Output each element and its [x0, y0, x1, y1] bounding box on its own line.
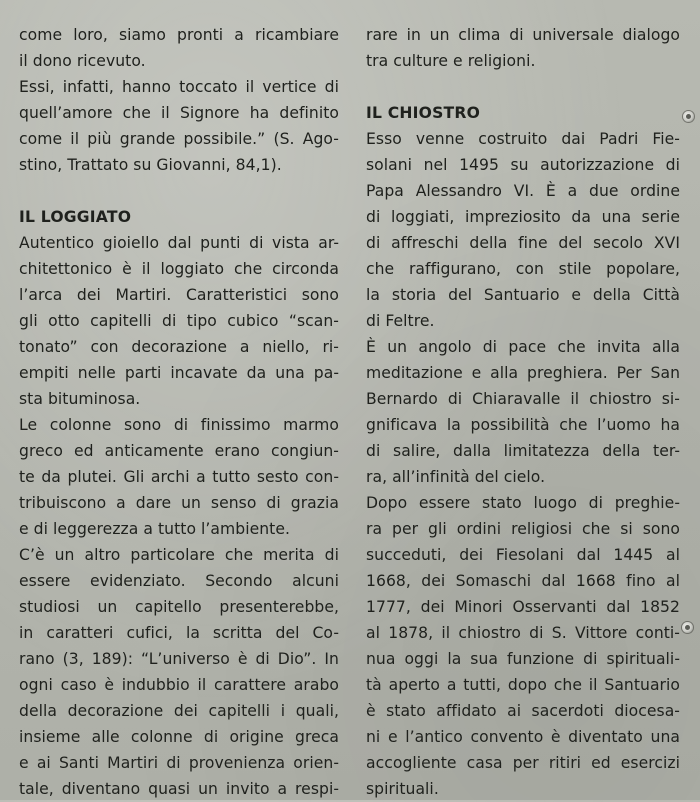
text-line: te da plutei. Gli archi a tutto sesto con- [19, 468, 339, 486]
text-line: come loro, siamo pronti a ricambiare [19, 26, 339, 44]
text-line: 1777, dei Minori Osservanti dal 1852 [366, 598, 680, 616]
text-line: e di leggerezza a tutto l’ambiente. [19, 520, 290, 538]
text-line: Le colonne sono di finissimo marmo [19, 416, 339, 434]
text-line: empiti nelle parti incavate da una pa- [19, 364, 339, 382]
text-line: tribuiscono a dare un senso di grazia [19, 494, 339, 512]
section-heading: IL CHIOSTRO [366, 104, 481, 122]
text-line: Papa Alessandro VI. È a due ordine [366, 182, 680, 200]
text-line: tale, diventano quasi un invito a respi- [19, 780, 339, 798]
text-line: accogliente casa per ritiri ed esercizi [366, 754, 680, 772]
text-line: solani nel 1495 su autorizzazione di [366, 156, 680, 174]
text-line: tonato” con decorazione a niello, ri- [19, 338, 339, 356]
text-line: la storia del Santuario e della Città [366, 286, 680, 304]
text-line: di salire, dalla limitatezza della ter- [366, 442, 680, 460]
text-line: meditazione e alla preghiera. Per San [366, 364, 680, 382]
text-line: che raffigurano, con stile popolare, [366, 260, 680, 278]
text-line: di affreschi della fine del secolo XVI [366, 234, 680, 252]
text-line: tra culture e religioni. [366, 52, 536, 70]
text-line: e ai Santi Martiri di provenienza orien- [19, 754, 339, 772]
mounting-screw-icon [682, 622, 693, 633]
text-line: di loggiati, impreziosito da una serie [366, 208, 680, 226]
text-line: È un angolo di pace che invita alla [366, 338, 680, 356]
text-line: della decorazione dei capitelli i quali, [19, 702, 339, 720]
text-line: di Feltre. [366, 312, 435, 330]
text-line: ni e l’antico convento è diventato una [366, 728, 680, 746]
text-line: gnificava la possibilità che l’uomo ha [366, 416, 680, 434]
text-line: gli otto capitelli di tipo cubico “scan- [19, 312, 339, 330]
text-line: studiosi un capitello presenterebbe, [19, 598, 339, 616]
text-line: Dopo essere stato luogo di preghie- [366, 494, 680, 512]
left-column [19, 22, 339, 802]
text-line: insieme alle colonne di origine greca [19, 728, 339, 746]
text-line: chitettonico è il loggiato che circonda [19, 260, 339, 278]
text-line: ogni caso è indubbio il carattere arabo [19, 676, 339, 694]
text-line: Esso venne costruito dai Padri Fie- [366, 130, 680, 148]
text-line: ra per gli ordini religiosi che si sono [366, 520, 680, 538]
text-line: è stato affidato ai sacerdoti diocesa- [366, 702, 680, 720]
right-column [366, 22, 680, 802]
text-line: 1668, dei Somaschi dal 1668 fino al [366, 572, 680, 590]
text-line: Essi, infatti, hanno toccato il vertice di [19, 78, 339, 96]
text-line: Bernardo di Chiaravalle il chiostro si- [366, 390, 680, 408]
mounting-screw-icon [683, 111, 694, 122]
text-line: sta bituminosa. [19, 390, 141, 408]
text-line: il dono ricevuto. [19, 52, 146, 70]
text-line: l’arca dei Martiri. Caratteristici sono [19, 286, 339, 304]
text-line: nua oggi la sua funzione di spirituali- [366, 650, 680, 668]
text-line: rano (3, 189): “L’universo è di Dio”. In [19, 650, 339, 668]
text-line: come il più grande possibile.” (S. Ago- [19, 130, 339, 148]
text-line: essere evidenziato. Secondo alcuni [19, 572, 339, 590]
text-line: stino, Trattato su Giovanni, 84,1). [19, 156, 282, 174]
text-line: spirituali. [366, 780, 439, 798]
section-heading: IL LOGGIATO [19, 208, 132, 226]
text-line: succeduti, dei Fiesolani dal 1445 al [366, 546, 680, 564]
text-line: C’è un altro particolare che merita di [19, 546, 339, 564]
text-line: ra, all’infinità del cielo. [366, 468, 546, 486]
text-line: in caratteri cufici, la scritta del Co- [19, 624, 339, 642]
text-line: tà aperto a tutti, dopo che il Santuario [366, 676, 680, 694]
text-line: quell’amore che il Signore ha definito [19, 104, 339, 122]
paragraph-spacer [366, 74, 680, 100]
text-line: Autentico gioiello dal punti di vista ar- [19, 234, 339, 252]
text-line: greco ed anticamente erano congiun- [19, 442, 339, 460]
text-line: al 1878, il chiostro di S. Vittore conti- [366, 624, 680, 642]
text-line: rare in un clima di universale dialogo [366, 26, 680, 44]
paragraph-spacer [19, 178, 339, 204]
